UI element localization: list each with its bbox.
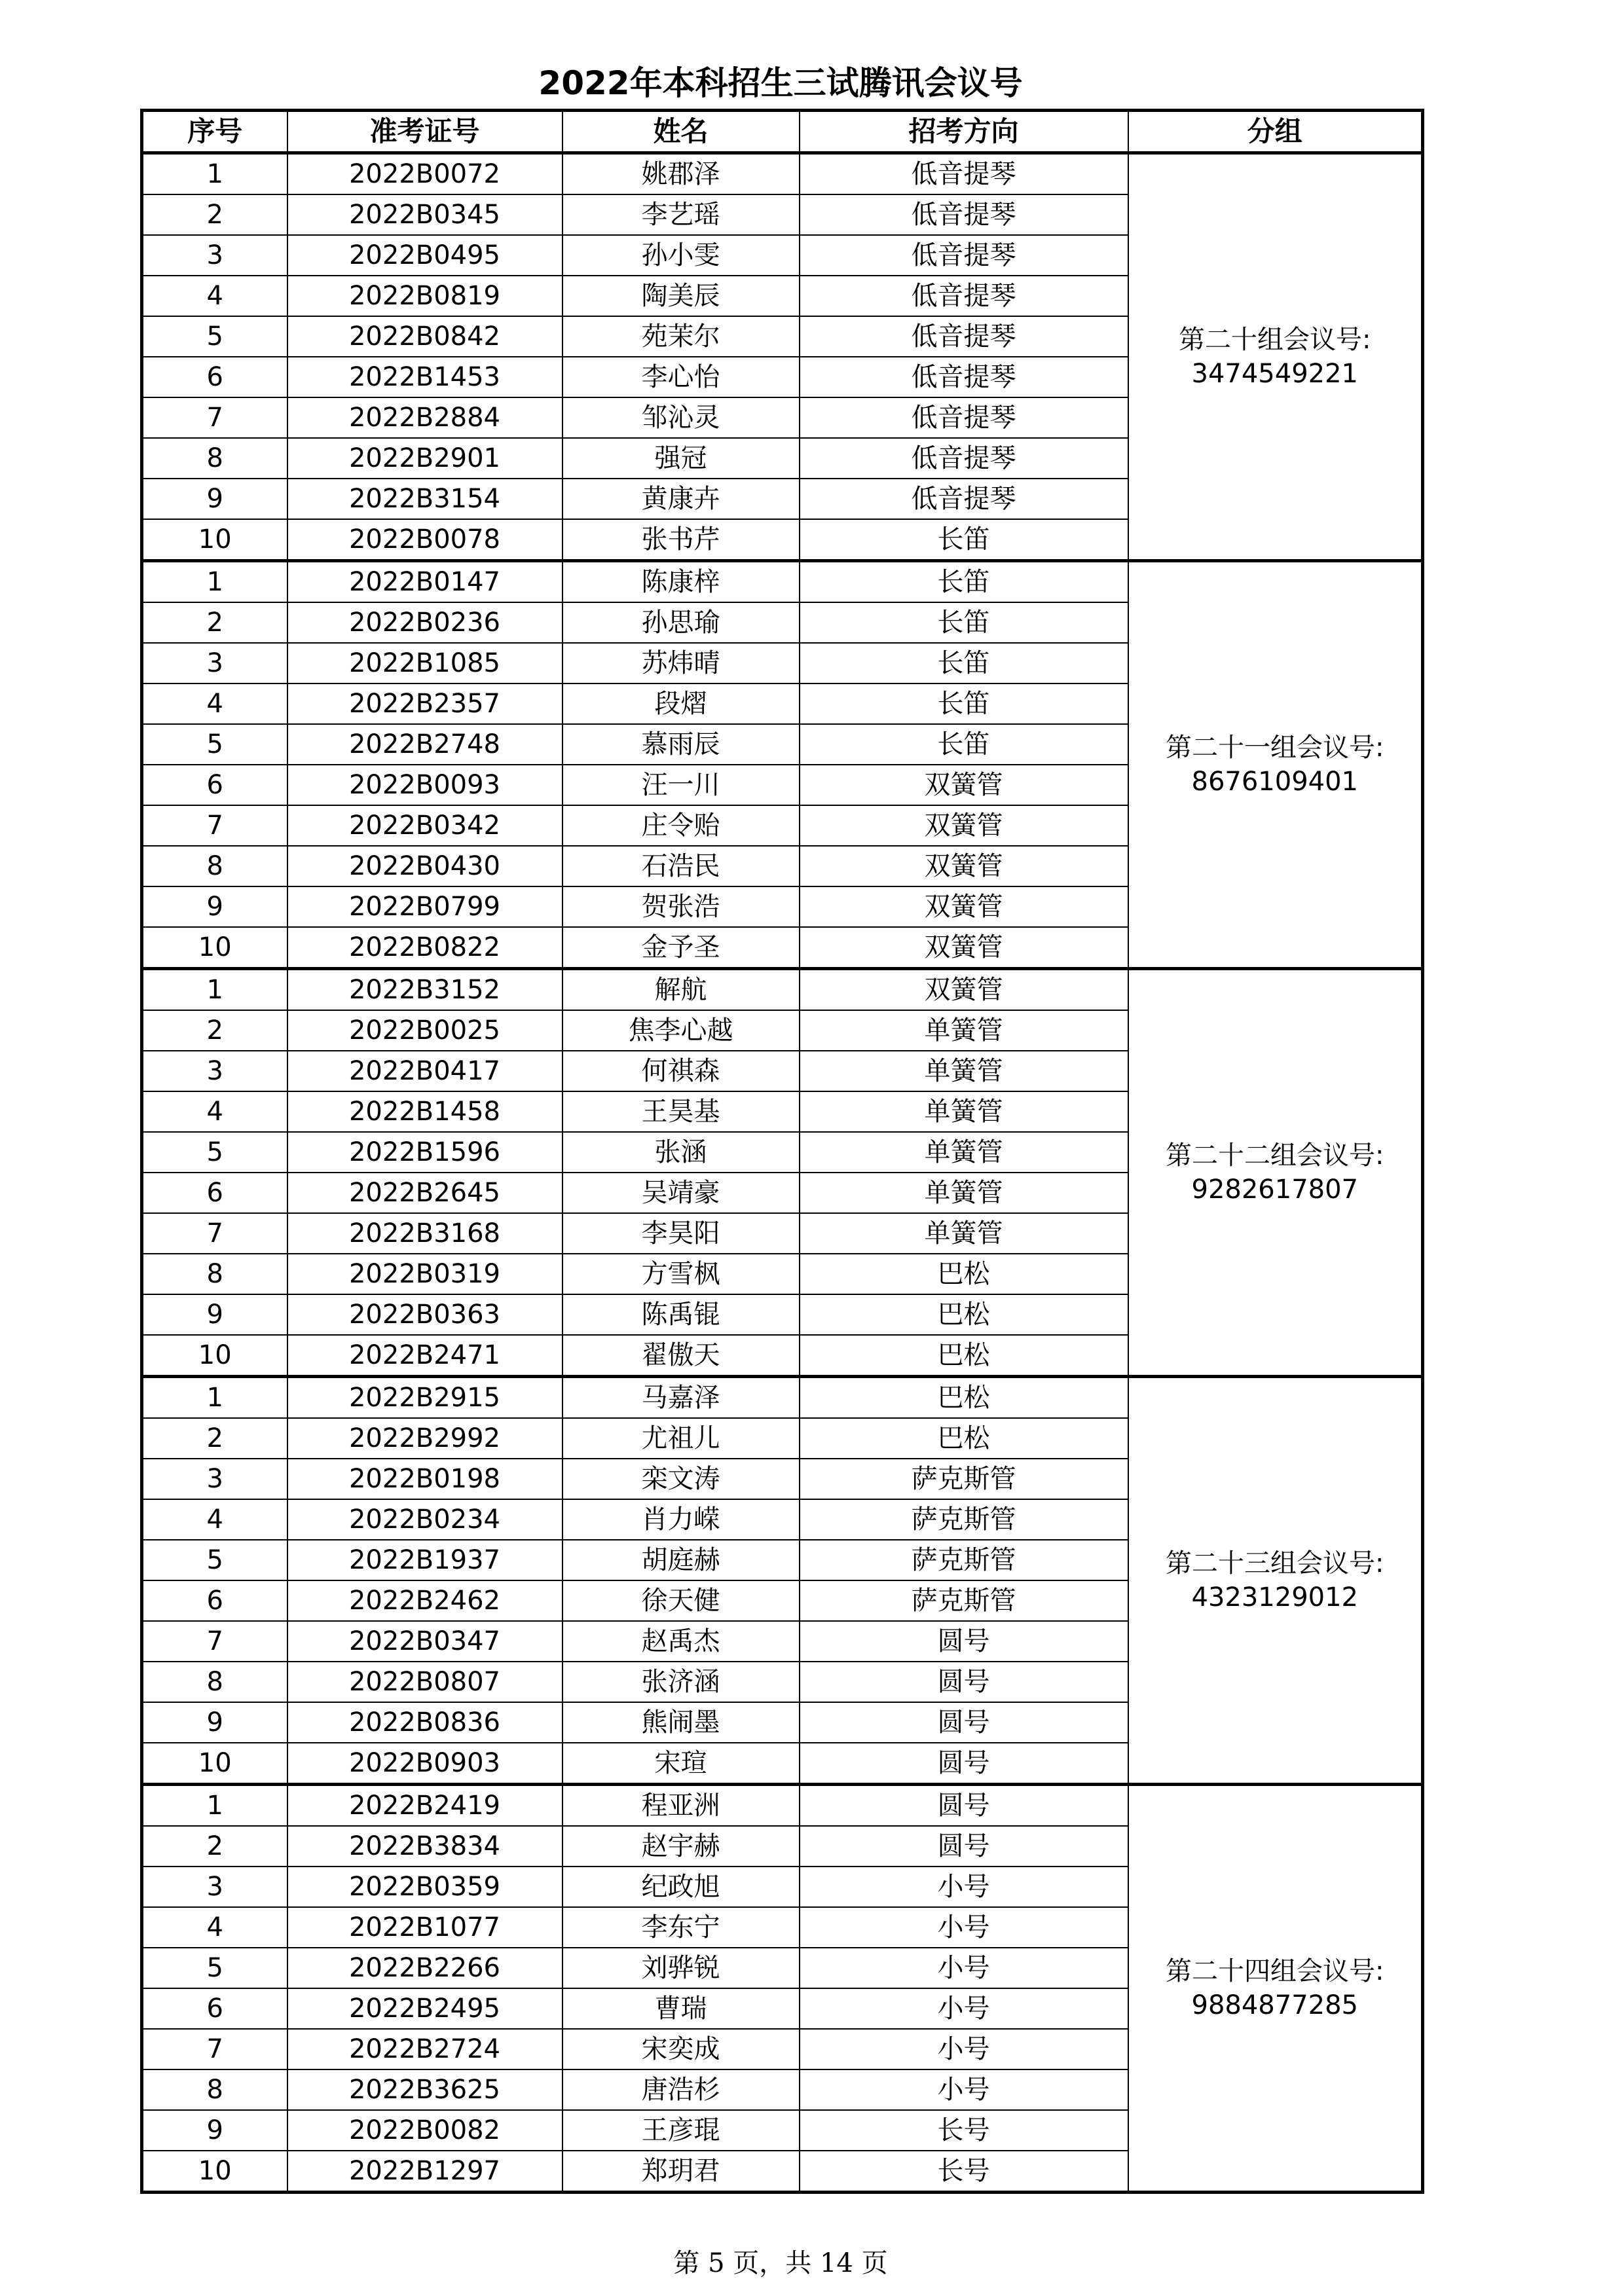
group-meeting-label: 第二十一组会议号:	[1166, 733, 1384, 763]
cell-name: 肖力嵘	[563, 1499, 800, 1540]
column-header-name: 姓名	[563, 111, 800, 153]
cell-exam-id: 2022B2419	[287, 1785, 563, 1827]
cell-major: 萨克斯管	[800, 1459, 1128, 1499]
cell-number: 1	[142, 1785, 287, 1827]
group-meeting-id: 8676109401	[1191, 767, 1358, 797]
cell-number: 7	[142, 1621, 287, 1662]
cell-number: 3	[142, 1459, 287, 1499]
cell-name: 王昊基	[563, 1091, 800, 1132]
cell-name: 庄令贻	[563, 805, 800, 846]
cell-number: 5	[142, 316, 287, 357]
cell-number: 3	[142, 1051, 287, 1091]
cell-major: 小号	[800, 1907, 1128, 1948]
cell-number: 10	[142, 927, 287, 969]
cell-major: 圆号	[800, 1621, 1128, 1662]
group-meeting-cell	[1128, 1785, 1423, 2193]
cell-number: 3	[142, 1867, 287, 1907]
cell-exam-id: 2022B0822	[287, 927, 563, 969]
cell-number: 2	[142, 1010, 287, 1051]
cell-major: 巴松	[800, 1335, 1128, 1377]
cell-exam-id: 2022B0236	[287, 602, 563, 643]
cell-exam-id: 2022B0234	[287, 1499, 563, 1540]
cell-major: 巴松	[800, 1418, 1128, 1459]
cell-number: 4	[142, 683, 287, 724]
cell-major: 长笛	[800, 683, 1128, 724]
cell-exam-id: 2022B1458	[287, 1091, 563, 1132]
cell-number: 7	[142, 1213, 287, 1254]
cell-major: 双簧管	[800, 846, 1128, 886]
cell-major: 圆号	[800, 1785, 1128, 1827]
cell-exam-id: 2022B1453	[287, 357, 563, 397]
cell-exam-id: 2022B2645	[287, 1173, 563, 1213]
group-meeting-label: 第二十二组会议号:	[1166, 1140, 1384, 1171]
cell-exam-id: 2022B1077	[287, 1907, 563, 1948]
cell-major: 巴松	[800, 1254, 1128, 1294]
page-number-footer: 第 5 页，共 14 页	[673, 2248, 888, 2278]
group-meeting-label: 第二十三组会议号:	[1166, 1548, 1384, 1578]
cell-major: 巴松	[800, 1294, 1128, 1335]
cell-major: 单簧管	[800, 1132, 1128, 1173]
cell-major: 低音提琴	[800, 357, 1128, 397]
cell-major: 低音提琴	[800, 479, 1128, 519]
cell-number: 8	[142, 2069, 287, 2110]
cell-major: 小号	[800, 1988, 1128, 2029]
cell-exam-id: 2022B2901	[287, 438, 563, 479]
cell-exam-id: 2022B0836	[287, 1702, 563, 1743]
cell-exam-id: 2022B0078	[287, 519, 563, 561]
cell-number: 2	[142, 1826, 287, 1867]
cell-name: 陈禹锟	[563, 1294, 800, 1335]
cell-name: 汪一川	[563, 765, 800, 805]
cell-exam-id: 2022B1085	[287, 643, 563, 683]
cell-exam-id: 2022B0345	[287, 194, 563, 235]
cell-name: 徐天健	[563, 1580, 800, 1621]
cell-name: 刘骅锐	[563, 1948, 800, 1988]
cell-exam-id: 2022B0147	[287, 561, 563, 603]
cell-major: 圆号	[800, 1702, 1128, 1743]
cell-exam-id: 2022B2495	[287, 1988, 563, 2029]
cell-major: 低音提琴	[800, 438, 1128, 479]
cell-number: 6	[142, 357, 287, 397]
cell-name: 张涵	[563, 1132, 800, 1173]
cell-number: 9	[142, 479, 287, 519]
cell-name: 李心怡	[563, 357, 800, 397]
cell-number: 1	[142, 969, 287, 1011]
cell-name: 陶美辰	[563, 276, 800, 316]
cell-name: 苑茉尔	[563, 316, 800, 357]
cell-major: 长号	[800, 2110, 1128, 2151]
cell-number: 1	[142, 153, 287, 195]
cell-number: 6	[142, 1988, 287, 2029]
cell-exam-id: 2022B0903	[287, 1743, 563, 1785]
cell-name: 强冠	[563, 438, 800, 479]
cell-exam-id: 2022B0347	[287, 1621, 563, 1662]
cell-exam-id: 2022B0495	[287, 235, 563, 276]
header-row	[142, 111, 1423, 153]
roster-table	[140, 109, 1424, 2194]
cell-name: 孙思瑜	[563, 602, 800, 643]
cell-number: 10	[142, 1743, 287, 1785]
cell-exam-id: 2022B0025	[287, 1010, 563, 1051]
cell-name: 胡庭赫	[563, 1540, 800, 1580]
column-header-number: 序号	[142, 111, 287, 153]
cell-major: 小号	[800, 2029, 1128, 2069]
cell-exam-id: 2022B2471	[287, 1335, 563, 1377]
cell-exam-id: 2022B0082	[287, 2110, 563, 2151]
group-meeting-label: 第二十四组会议号:	[1166, 1956, 1384, 1986]
cell-number: 10	[142, 2151, 287, 2193]
cell-number: 4	[142, 1907, 287, 1948]
cell-major: 双簧管	[800, 765, 1128, 805]
cell-major: 长笛	[800, 519, 1128, 561]
cell-name: 唐浩杉	[563, 2069, 800, 2110]
cell-major: 单簧管	[800, 1091, 1128, 1132]
cell-name: 曹瑞	[563, 1988, 800, 2029]
cell-major: 萨克斯管	[800, 1540, 1128, 1580]
cell-major: 低音提琴	[800, 397, 1128, 438]
cell-number: 4	[142, 1091, 287, 1132]
cell-exam-id: 2022B0842	[287, 316, 563, 357]
cell-exam-id: 2022B1596	[287, 1132, 563, 1173]
cell-number: 9	[142, 1294, 287, 1335]
cell-major: 低音提琴	[800, 276, 1128, 316]
cell-name: 宋瑄	[563, 1743, 800, 1785]
cell-name: 邹沁灵	[563, 397, 800, 438]
group-meeting-id: 9282617807	[1191, 1175, 1358, 1205]
cell-number: 9	[142, 2110, 287, 2151]
cell-major: 双簧管	[800, 805, 1128, 846]
cell-name: 何祺森	[563, 1051, 800, 1091]
cell-number: 7	[142, 397, 287, 438]
cell-name: 金予圣	[563, 927, 800, 969]
cell-name: 黄康卉	[563, 479, 800, 519]
cell-number: 9	[142, 1702, 287, 1743]
cell-name: 王彦琨	[563, 2110, 800, 2151]
cell-major: 小号	[800, 1867, 1128, 1907]
cell-number: 2	[142, 1418, 287, 1459]
cell-exam-id: 2022B3168	[287, 1213, 563, 1254]
cell-name: 段熠	[563, 683, 800, 724]
cell-name: 栾文涛	[563, 1459, 800, 1499]
cell-exam-id: 2022B0430	[287, 846, 563, 886]
cell-exam-id: 2022B2462	[287, 1580, 563, 1621]
cell-name: 吴靖豪	[563, 1173, 800, 1213]
cell-number: 6	[142, 765, 287, 805]
cell-exam-id: 2022B3625	[287, 2069, 563, 2110]
cell-number: 6	[142, 1580, 287, 1621]
cell-number: 7	[142, 2029, 287, 2069]
cell-exam-id: 2022B0342	[287, 805, 563, 846]
cell-exam-id: 2022B0198	[287, 1459, 563, 1499]
cell-exam-id: 2022B3152	[287, 969, 563, 1011]
cell-major: 低音提琴	[800, 153, 1128, 195]
group-meeting-cell	[1128, 153, 1423, 561]
cell-major: 小号	[800, 1948, 1128, 1988]
cell-number: 5	[142, 1540, 287, 1580]
cell-exam-id: 2022B0093	[287, 765, 563, 805]
cell-major: 圆号	[800, 1826, 1128, 1867]
cell-name: 张书芹	[563, 519, 800, 561]
cell-exam-id: 2022B0363	[287, 1294, 563, 1335]
cell-exam-id: 2022B2992	[287, 1418, 563, 1459]
cell-number: 3	[142, 643, 287, 683]
table-row	[142, 561, 1423, 603]
cell-name: 孙小雯	[563, 235, 800, 276]
cell-name: 马嘉泽	[563, 1377, 800, 1419]
cell-exam-id: 2022B0819	[287, 276, 563, 316]
cell-name: 程亚洲	[563, 1785, 800, 1827]
cell-name: 李艺瑶	[563, 194, 800, 235]
cell-exam-id: 2022B0072	[287, 153, 563, 195]
cell-major: 萨克斯管	[800, 1580, 1128, 1621]
cell-number: 4	[142, 1499, 287, 1540]
cell-number: 5	[142, 1132, 287, 1173]
cell-exam-id: 2022B2884	[287, 397, 563, 438]
cell-name: 陈康梓	[563, 561, 800, 603]
cell-name: 宋奕成	[563, 2029, 800, 2069]
group-meeting-cell	[1128, 1377, 1423, 1785]
cell-major: 双簧管	[800, 886, 1128, 927]
cell-number: 8	[142, 438, 287, 479]
cell-number: 9	[142, 886, 287, 927]
cell-major: 双簧管	[800, 969, 1128, 1011]
column-header-major: 招考方向	[800, 111, 1128, 153]
page-title: 2022年本科招生三试腾讯会议号	[538, 64, 1023, 102]
cell-major: 低音提琴	[800, 235, 1128, 276]
cell-major: 圆号	[800, 1743, 1128, 1785]
cell-exam-id: 2022B0319	[287, 1254, 563, 1294]
cell-name: 贺张浩	[563, 886, 800, 927]
cell-number: 5	[142, 724, 287, 765]
cell-number: 8	[142, 846, 287, 886]
cell-major: 长笛	[800, 602, 1128, 643]
cell-exam-id: 2022B1937	[287, 1540, 563, 1580]
cell-exam-id: 2022B2357	[287, 683, 563, 724]
group-meeting-id: 9884877285	[1191, 1990, 1358, 2020]
cell-number: 2	[142, 194, 287, 235]
group-meeting-cell	[1128, 969, 1423, 1377]
cell-number: 4	[142, 276, 287, 316]
cell-name: 赵禹杰	[563, 1621, 800, 1662]
cell-name: 石浩民	[563, 846, 800, 886]
cell-name: 李昊阳	[563, 1213, 800, 1254]
cell-name: 焦李心越	[563, 1010, 800, 1051]
cell-major: 低音提琴	[800, 194, 1128, 235]
cell-major: 长笛	[800, 643, 1128, 683]
table-row	[142, 1377, 1423, 1419]
column-header-group: 分组	[1128, 111, 1423, 153]
group-meeting-id: 3474549221	[1191, 359, 1358, 389]
cell-major: 长笛	[800, 724, 1128, 765]
cell-number: 1	[142, 561, 287, 603]
cell-number: 2	[142, 602, 287, 643]
cell-exam-id: 2022B3834	[287, 1826, 563, 1867]
cell-exam-id: 2022B2915	[287, 1377, 563, 1419]
table-row	[142, 153, 1423, 195]
cell-major: 单簧管	[800, 1051, 1128, 1091]
cell-number: 10	[142, 1335, 287, 1377]
table-row	[142, 1785, 1423, 1827]
cell-major: 圆号	[800, 1662, 1128, 1702]
cell-exam-id: 2022B0807	[287, 1662, 563, 1702]
group-meeting-id: 4323129012	[1191, 1582, 1358, 1613]
cell-exam-id: 2022B0359	[287, 1867, 563, 1907]
cell-major: 单簧管	[800, 1213, 1128, 1254]
cell-name: 姚郡泽	[563, 153, 800, 195]
group-meeting-cell	[1128, 561, 1423, 969]
cell-exam-id: 2022B0799	[287, 886, 563, 927]
cell-major: 长号	[800, 2151, 1128, 2193]
cell-name: 张济涵	[563, 1662, 800, 1702]
cell-major: 双簧管	[800, 927, 1128, 969]
cell-name: 苏炜晴	[563, 643, 800, 683]
cell-name: 翟傲天	[563, 1335, 800, 1377]
cell-number: 1	[142, 1377, 287, 1419]
cell-name: 郑玥君	[563, 2151, 800, 2193]
cell-name: 尤祖儿	[563, 1418, 800, 1459]
cell-name: 赵宇赫	[563, 1826, 800, 1867]
cell-major: 单簧管	[800, 1173, 1128, 1213]
cell-exam-id: 2022B2724	[287, 2029, 563, 2069]
cell-number: 7	[142, 805, 287, 846]
cell-major: 小号	[800, 2069, 1128, 2110]
table-row	[142, 969, 1423, 1011]
cell-number: 3	[142, 235, 287, 276]
cell-major: 萨克斯管	[800, 1499, 1128, 1540]
cell-name: 纪政旭	[563, 1867, 800, 1907]
group-meeting-label: 第二十组会议号:	[1179, 325, 1371, 355]
cell-number: 10	[142, 519, 287, 561]
cell-exam-id: 2022B2266	[287, 1948, 563, 1988]
cell-number: 8	[142, 1254, 287, 1294]
cell-major: 单簧管	[800, 1010, 1128, 1051]
cell-name: 慕雨辰	[563, 724, 800, 765]
cell-exam-id: 2022B3154	[287, 479, 563, 519]
cell-name: 李东宁	[563, 1907, 800, 1948]
cell-number: 8	[142, 1662, 287, 1702]
cell-name: 解航	[563, 969, 800, 1011]
cell-name: 熊闹墨	[563, 1702, 800, 1743]
cell-number: 6	[142, 1173, 287, 1213]
roster-body	[142, 153, 1423, 2193]
cell-exam-id: 2022B0417	[287, 1051, 563, 1091]
cell-major: 巴松	[800, 1377, 1128, 1419]
column-header-exam-id: 准考证号	[287, 111, 563, 153]
cell-major: 长笛	[800, 561, 1128, 603]
cell-major: 低音提琴	[800, 316, 1128, 357]
cell-name: 方雪枫	[563, 1254, 800, 1294]
cell-exam-id: 2022B1297	[287, 2151, 563, 2193]
cell-number: 5	[142, 1948, 287, 1988]
cell-exam-id: 2022B2748	[287, 724, 563, 765]
